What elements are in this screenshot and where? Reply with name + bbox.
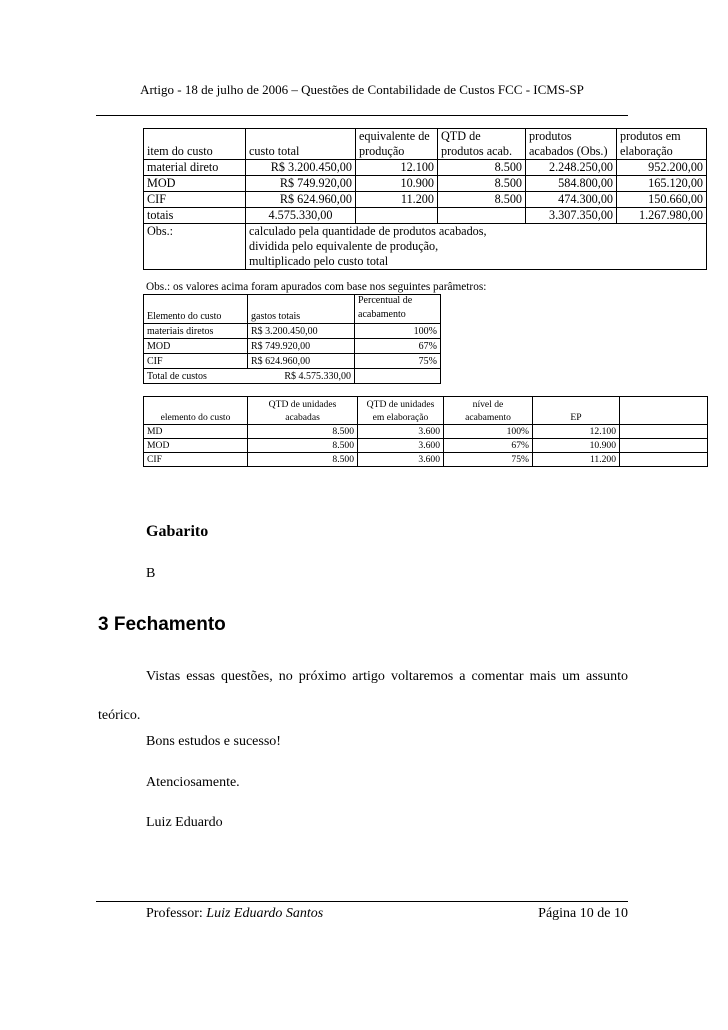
footer-rule (96, 901, 628, 902)
table-cell: MOD (144, 176, 246, 192)
table-cell: R$ 3.200.450,00 (248, 324, 355, 339)
table-cell: 12.100 (356, 160, 438, 176)
table-cell: 8.500 (438, 192, 526, 208)
table-cell: MOD (144, 439, 248, 453)
table-cell: 3.600 (358, 439, 444, 453)
footer-label: Professor: (146, 906, 207, 921)
table-cell: R$ 624.960,00 (248, 354, 355, 369)
table-header-cell (620, 411, 708, 425)
table-cell: 10.900 (356, 176, 438, 192)
closing-paragraph: Vistas essas questões, no próximo artigo voltaremos a comentar mais um assunto teórico. (98, 669, 628, 723)
table-header-row (144, 295, 441, 310)
table-header-row (144, 129, 707, 145)
table-header-cell: elemento do custo (144, 411, 248, 425)
parameters-table (143, 294, 441, 384)
author-signature: Luiz Eduardo (146, 815, 223, 830)
obs-line: calculado pela quantidade de produtos acabados, (249, 224, 487, 238)
table-header-cell (246, 129, 356, 145)
table-cell: 3.600 (358, 453, 444, 467)
table-cell: 150.660,00 (617, 192, 707, 208)
table-row (144, 176, 707, 192)
table-cell: 8.500 (248, 425, 358, 439)
table-cell (620, 425, 708, 439)
table-header-cell: acabados (Obs.) (526, 144, 617, 160)
equivalent-production-table (143, 396, 708, 467)
table-header-cell (144, 129, 246, 145)
gabarito-title: Gabarito (146, 523, 209, 540)
table-cell: 8.500 (438, 176, 526, 192)
table-cell: 67% (355, 339, 441, 354)
table-header-cell (533, 397, 620, 412)
table-cell (355, 369, 441, 384)
table-cell: totais (144, 208, 246, 224)
table-cell: 3.600 (358, 425, 444, 439)
table-cell: 3.307.350,00 (526, 208, 617, 224)
table-header-cell: acabamento (444, 411, 533, 425)
table-cell: CIF (144, 354, 248, 369)
table-row (144, 439, 708, 453)
table-cell: 2.248.250,00 (526, 160, 617, 176)
table-cell: material direto (144, 160, 246, 176)
table-cell: 8.500 (248, 453, 358, 467)
table-row (144, 192, 707, 208)
table-row (144, 354, 441, 369)
obs-line: multiplicado pelo custo total (249, 254, 389, 268)
closing-line: Bons estudos e sucesso! (146, 734, 281, 749)
table-header-cell: produção (356, 144, 438, 160)
table-cell: Total de custos (144, 369, 248, 384)
gabarito-answer: B (146, 566, 156, 581)
table-cell (620, 439, 708, 453)
table-header-cell (144, 397, 248, 412)
table-row (144, 453, 708, 467)
table-cell: 165.120,00 (617, 176, 707, 192)
cost-table (143, 128, 707, 270)
table-cell: 100% (444, 425, 533, 439)
table-cell: 75% (355, 354, 441, 369)
table-cell: materiais diretos (144, 324, 248, 339)
table-cell: CIF (144, 192, 246, 208)
table-cell: 952.200,00 (617, 160, 707, 176)
page-number: Página 10 de 10 (538, 906, 628, 921)
section-title: 3 Fechamento (98, 614, 226, 635)
table-header-row (144, 144, 707, 160)
table-header-cell: gastos totais (248, 309, 355, 324)
table-cell: R$ 3.200.450,00 (246, 160, 356, 176)
table-row (144, 339, 441, 354)
table-header-cell: acabamento (355, 309, 441, 324)
table-row (144, 425, 708, 439)
footer-name: Luiz Eduardo Santos (206, 906, 324, 921)
table-cell: MOD (144, 339, 248, 354)
table-cell: CIF (144, 453, 248, 467)
table-cell (438, 208, 526, 224)
table-header-cell: Elemento do custo (144, 309, 248, 324)
table-header-cell: nível de (444, 397, 533, 412)
table-header-row (144, 309, 441, 324)
table-header-cell (248, 295, 355, 310)
table-header-cell: custo total (246, 144, 356, 160)
table-row (144, 160, 707, 176)
table-cell: 584.800,00 (526, 176, 617, 192)
table-cell: 10.900 (533, 439, 620, 453)
table-cell: 8.500 (438, 160, 526, 176)
table-header-cell (620, 397, 708, 412)
table-cell: 11.200 (533, 453, 620, 467)
closing-line: Atenciosamente. (146, 775, 240, 790)
table-row (144, 369, 441, 384)
table-header-cell (144, 295, 248, 310)
table-cell: R$ 749.920,00 (246, 176, 356, 192)
obs-line: dividida pelo equivalente de produção, (249, 239, 439, 253)
obs-note (246, 224, 707, 270)
table-header-cell: QTD de unidades (358, 397, 444, 412)
table-header-cell: em elaboração (358, 411, 444, 425)
table-header-cell: EP (533, 411, 620, 425)
table-cell: 474.300,00 (526, 192, 617, 208)
page-header: Artigo - 18 de julho de 2006 – Questões de Contabilidade de Custos FCC - ICMS-SP (140, 82, 584, 97)
table-header-cell: QTD de unidades (248, 397, 358, 412)
table-cell: 12.100 (533, 425, 620, 439)
table-header-row (144, 411, 708, 425)
header-rule (96, 115, 628, 116)
table-header-cell: produtos acab. (438, 144, 526, 160)
table-header-cell: elaboração (617, 144, 707, 160)
table-cell: 67% (444, 439, 533, 453)
obs-label: Obs.: (144, 224, 246, 270)
table-row (144, 324, 441, 339)
table-cell: 75% (444, 453, 533, 467)
table-cell: R$ 4.575.330,00 (248, 369, 355, 384)
table-cell (620, 453, 708, 467)
table-header-cell: Percentual de (355, 295, 441, 310)
table-cell: MD (144, 425, 248, 439)
table-cell: 100% (355, 324, 441, 339)
table-header-cell: produtos em (617, 129, 707, 145)
footer-author (146, 906, 323, 922)
table-cell (356, 208, 438, 224)
table-cell: R$ 749.920,00 (248, 339, 355, 354)
table-header-cell: equivalente de (356, 129, 438, 145)
table-header-cell: acabadas (248, 411, 358, 425)
table-row (144, 208, 707, 224)
table-cell: 8.500 (248, 439, 358, 453)
table-cell: R$ 624.960,00 (246, 192, 356, 208)
table-cell: 4.575.330,00 (246, 208, 356, 224)
table-cell: 1.267.980,00 (617, 208, 707, 224)
table-header-cell: item do custo (144, 144, 246, 160)
parameters-note: Obs.: os valores acima foram apurados com base nos seguintes parâmetros: (146, 281, 487, 293)
table-cell: 11.200 (356, 192, 438, 208)
table-header-cell: QTD de (438, 129, 526, 145)
table-row (144, 224, 707, 270)
table-header-row (144, 397, 708, 412)
table-header-cell: produtos (526, 129, 617, 145)
